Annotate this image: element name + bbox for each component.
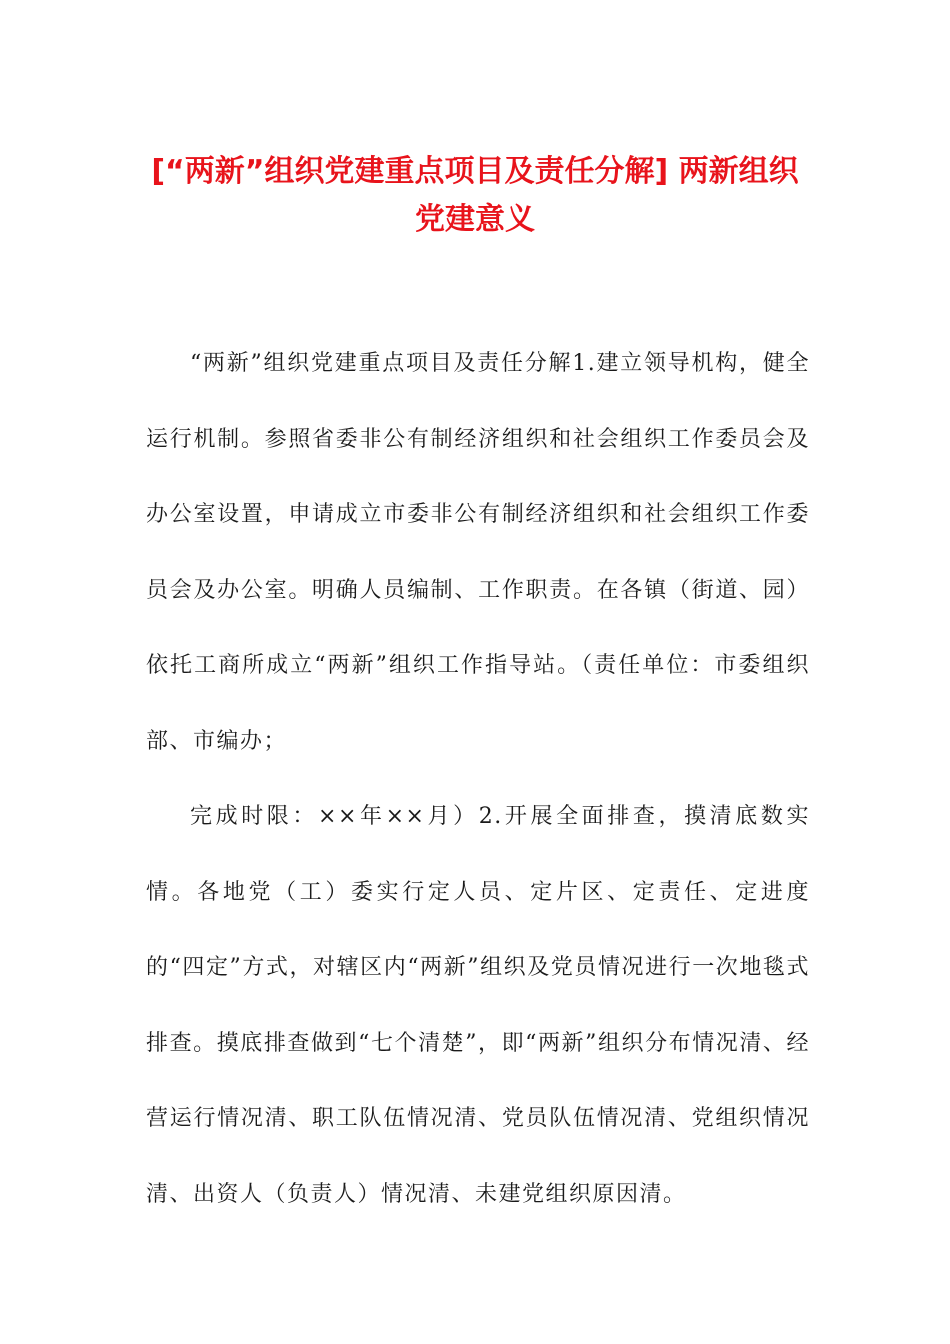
- paragraph-2: 完成时限：××年××月）2.开展全面排查，摸清底数实情。各地党（工）委实行定人员、定片区、定责任、定进度的“四定”方式，对辖区内“两新”组织及党员情况进行一次地毯式排查。摸底排查做到“七个清楚”，即“两新”组织分布情况清、经营运行情况清、职工队伍情况清、党员队伍情况清、党组织情况清、出资人（负责人）情况清、未建党组织原因清。: [146, 804, 810, 1207]
- document-body: [146, 326, 810, 1232]
- document-title: [“两新”组织党建重点项目及责任分解] 两新组织党建意义: [151, 154, 799, 237]
- paragraph-1: “两新”组织党建重点项目及责任分解1.建立领导机构，健全运行机制。参照省委非公有制经济组织和社会组织工作委员会及办公室设置，申请成立市委非公有制经济组织和社会组织工作委员会及办公室。明确人员编制、工作职责。在各镇（街道、园）依托工商所成立“两新”组织工作指导站。（责任单位：市委组织部、市编办；: [146, 351, 810, 754]
